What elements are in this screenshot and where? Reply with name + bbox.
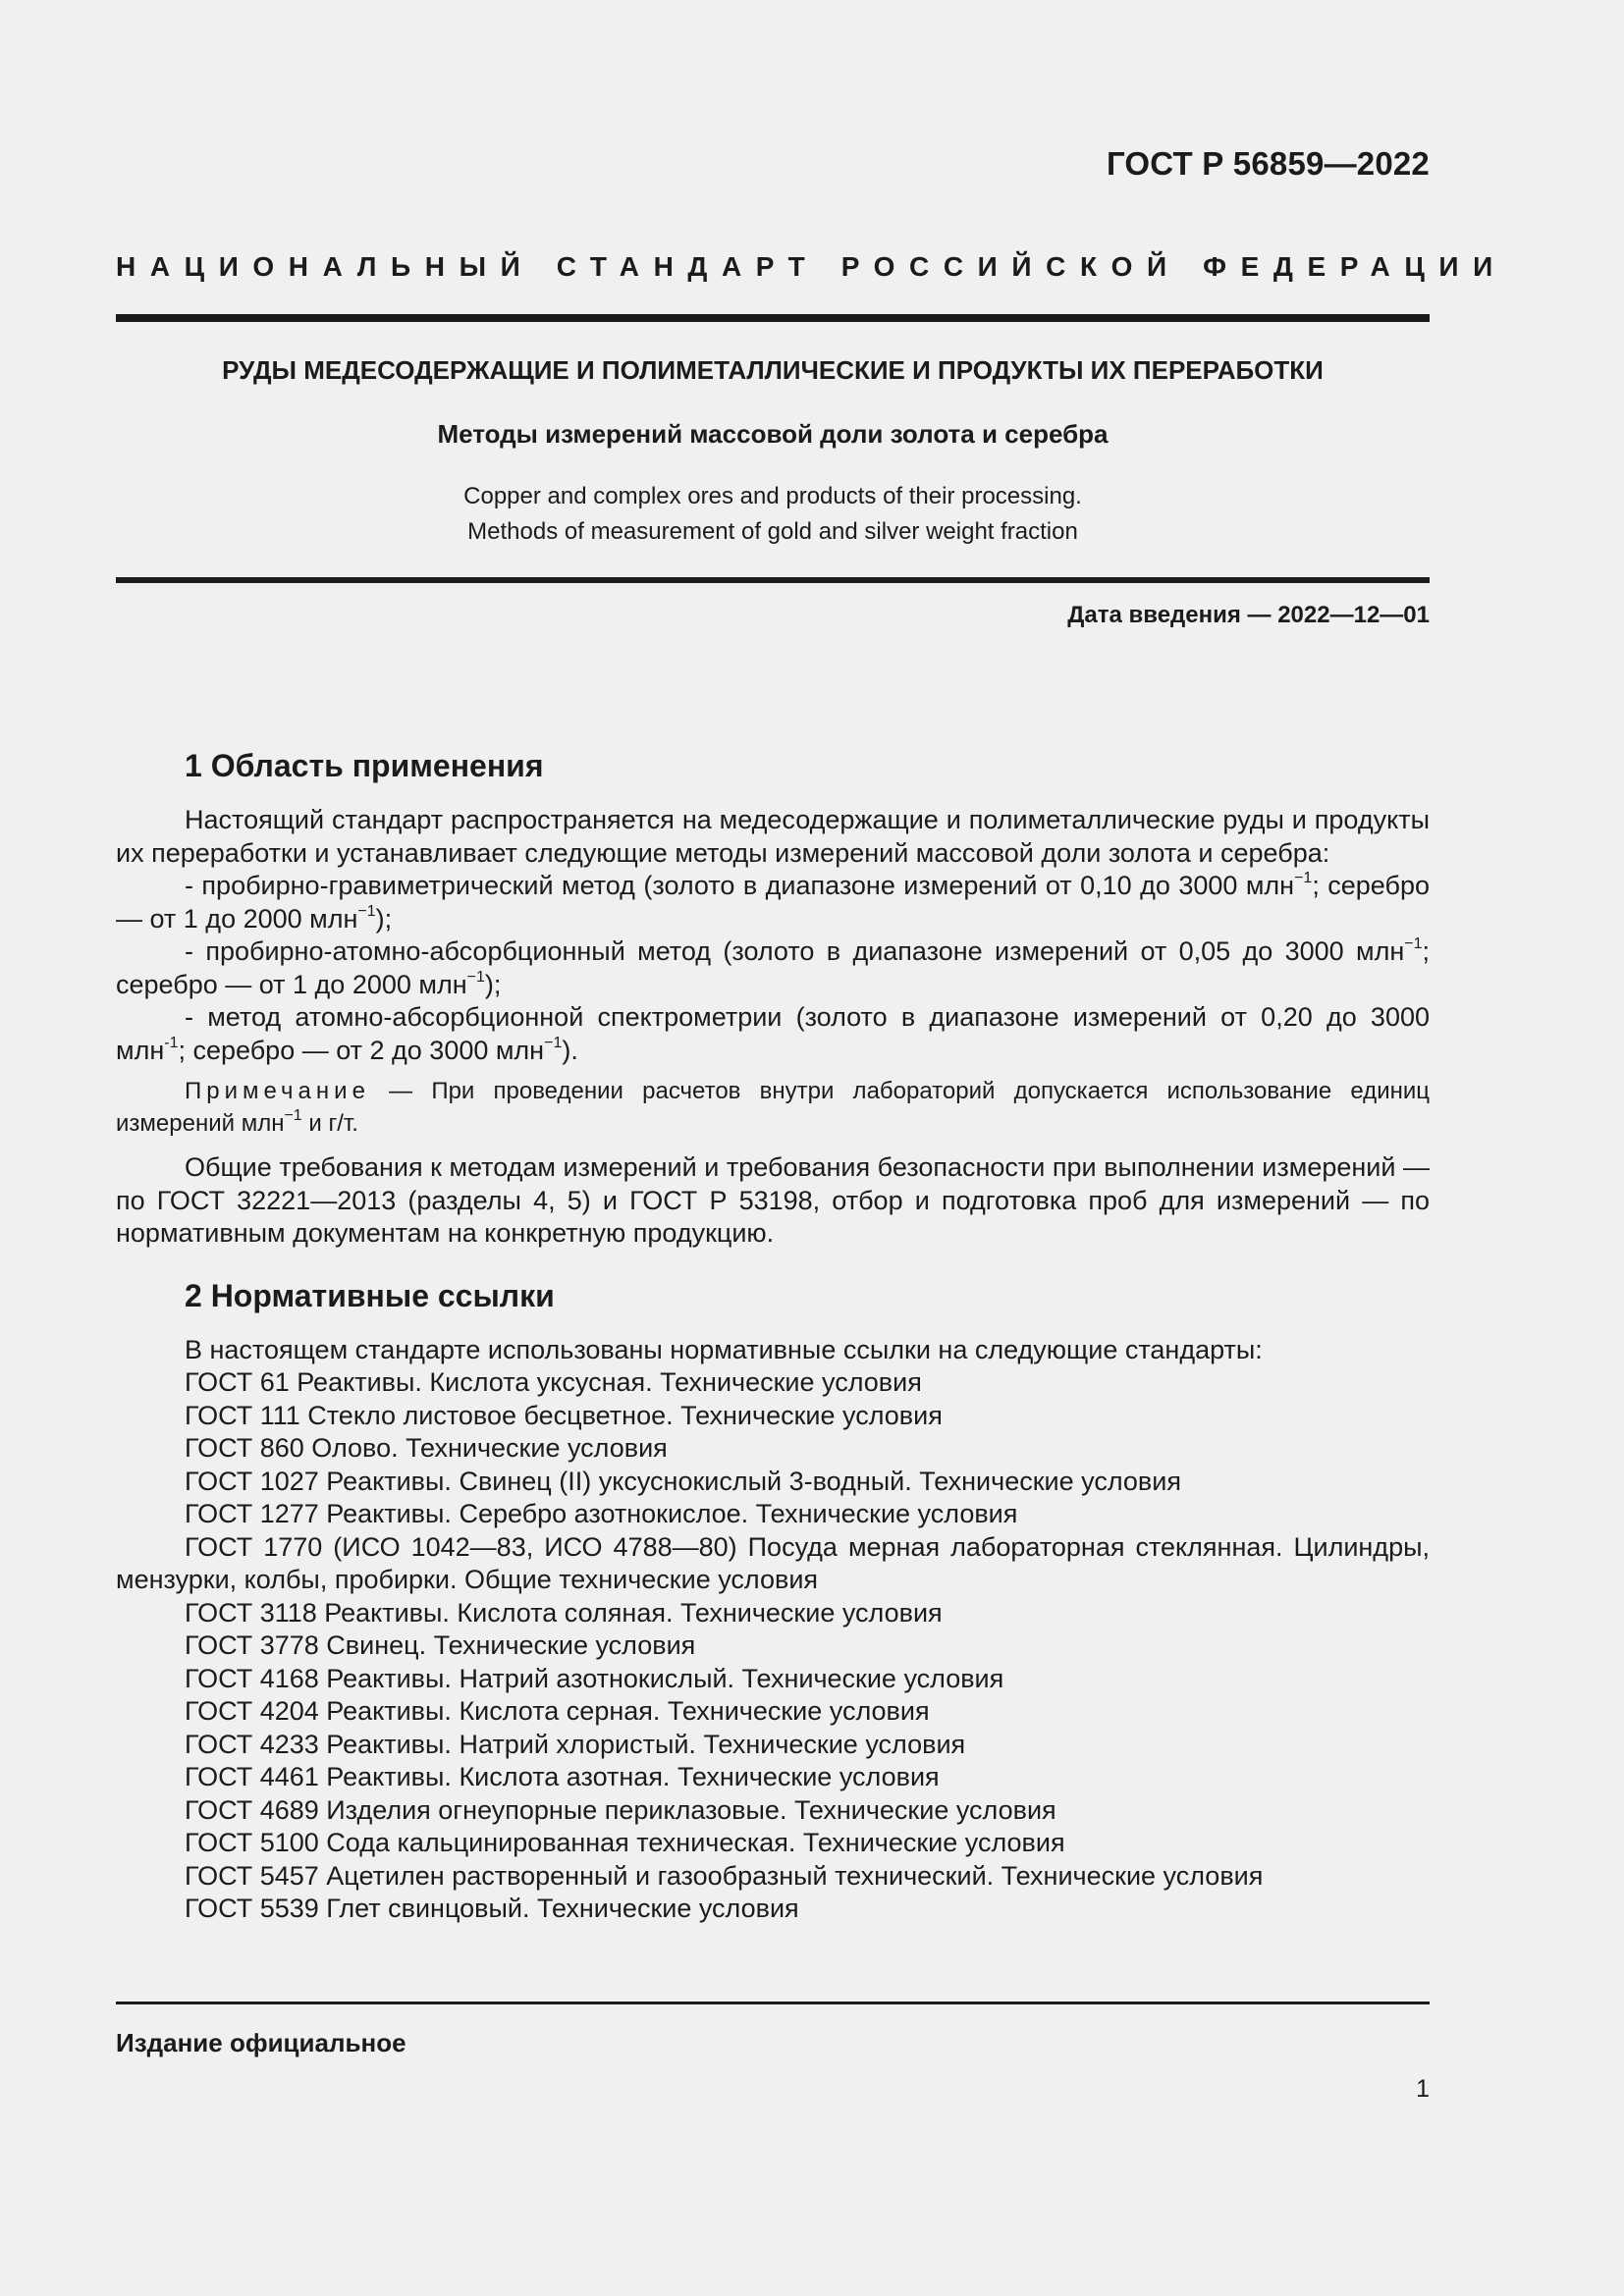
introduction-date: Дата введения — 2022—12—01	[1067, 602, 1430, 628]
title-english-line-2: Methods of measurement of gold and silver weight fraction	[467, 518, 1078, 545]
document-number: ГОСТ Р 56859—2022	[1106, 145, 1430, 182]
page-number: 1	[1416, 2075, 1430, 2103]
title-english-line-1: Copper and complex ores and products of their processing.	[463, 483, 1082, 509]
national-standard-banner: НАЦИОНАЛЬНЫЙ СТАНДАРТ РОССИЙСКОЙ ФЕДЕРАЦИИ	[116, 251, 1507, 282]
reference-item: ГОСТ 5457 Ацетилен растворенный и газообразный технический. Технические условия	[185, 1860, 1264, 1891]
section-1-heading: 1 Область применения	[185, 748, 544, 783]
subtitle-russian: Методы измерений массовой доли золота и серебра	[437, 419, 1109, 449]
reference-item: ГОСТ 1277 Реактивы. Серебро азотнокислое. Технические условия	[185, 1499, 1018, 1528]
title-english	[116, 479, 1430, 550]
title-russian: РУДЫ МЕДЕСОДЕРЖАЩИЕ И ПОЛИМЕТАЛЛИЧЕСКИЕ И ПРОДУКТЫ ИХ ПЕРЕРАБОТКИ	[222, 355, 1324, 385]
reference-item: ГОСТ 111 Стекло листовое бесцветное. Технические условия	[185, 1400, 943, 1430]
reference-item: ГОСТ 4689 Изделия огнеупорные периклазовые. Технические условия	[185, 1794, 1056, 1825]
scope-intro: Настоящий стандарт распространяется на медесодержащие и полиметаллические руды и продукты их переработки и устанавливает следующие методы измерений массовой доли золота и серебра:	[116, 805, 1430, 868]
method-3: - метод атомно-абсорбционной спектрометрии (золото в диапазоне измерений от 0,20 до 3000 млн$^{-1}$; серебро — от 2 до 3000 млн$^{-1}$).	[116, 1002, 1430, 1065]
method-1: - пробирно-гравиметрический метод (золото в диапазоне измерений от 0,10 до 3000 млн$^{-1}$; серебро — от 1 до 2000 млн$^{-1}$);	[116, 870, 1430, 934]
reference-item: ГОСТ 4204 Реактивы. Кислота серная. Технические условия	[185, 1696, 930, 1726]
document-page	[116, 0, 1507, 2296]
references-intro: В настоящем стандарте использованы нормативные ссылки на следующие стандарты:	[185, 1334, 1263, 1364]
section-scope	[116, 746, 1430, 1251]
section-normative-references	[116, 1276, 1430, 1926]
reference-item: ГОСТ 5539 Глет свинцовый. Технические условия	[185, 1894, 799, 1923]
scope-note: Примечание — При проведении расчетов внутри лабораторий допускается использование единиц измерений млн$^{-1}$ и г/т.	[116, 1078, 1430, 1137]
top-divider	[116, 314, 1430, 322]
reference-item: ГОСТ 61 Реактивы. Кислота уксусная. Технические условия	[185, 1367, 922, 1397]
section-2-heading: 2 Нормативные ссылки	[185, 1277, 555, 1313]
method-2: - пробирно-атомно-абсорбционный метод (золото в диапазоне измерений от 0,05 до 3000 млн$^{-1}$; серебро — от 1 до 2000 млн$^{-1}$);	[116, 935, 1430, 999]
reference-item: ГОСТ 860 Олово. Технические условия	[185, 1433, 668, 1463]
general-requirements: Общие требования к методам измерений и требования безопасности при выполнении измерений — по ГОСТ 32221—2013 (разделы 4, 5) и ГОСТ Р 53198, отбор и подготовка проб для измерений — по нормативным документам на конкретную продукцию.	[116, 1152, 1430, 1248]
document-body	[116, 746, 1430, 1926]
reference-item: ГОСТ 4168 Реактивы. Натрий азотнокислый. Технические условия	[185, 1663, 1004, 1693]
official-edition-label: Издание официальное	[116, 2028, 406, 2057]
note-label: Примечание	[185, 1078, 370, 1104]
reference-item: ГОСТ 1770 (ИСО 1042—83, ИСО 4788—80) Посуда мерная лабораторная стеклянная. Цилиндры, мензурки, колбы, пробирки. Общие технические условия	[116, 1531, 1430, 1594]
reference-item: ГОСТ 5100 Сода кальцинированная техническая. Технические условия	[185, 1828, 1065, 1857]
reference-item: ГОСТ 4233 Реактивы. Натрий хлористый. Технические условия	[185, 1729, 966, 1759]
reference-item: ГОСТ 3118 Реактивы. Кислота соляная. Технические условия	[185, 1597, 943, 1628]
footer-divider	[116, 2002, 1430, 2004]
reference-item: ГОСТ 4461 Реактивы. Кислота азотная. Технические условия	[185, 1762, 940, 1791]
references-list	[116, 1366, 1430, 1926]
reference-item: ГОСТ 1027 Реактивы. Свинец (II) уксуснокислый 3-водный. Технические условия	[185, 1466, 1181, 1496]
title-divider	[116, 577, 1430, 583]
reference-item: ГОСТ 3778 Свинец. Технические условия	[185, 1630, 696, 1660]
